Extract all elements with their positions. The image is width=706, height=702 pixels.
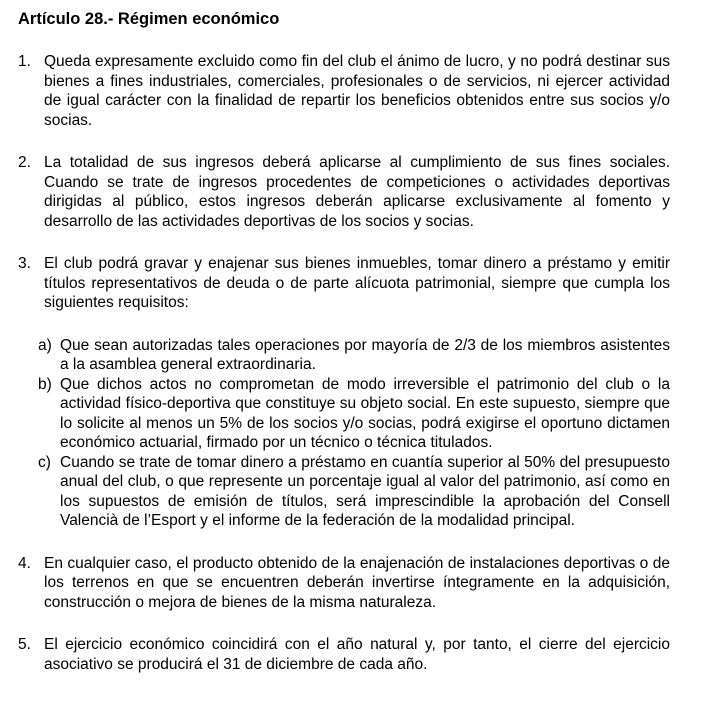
item-number: 5. [18,636,31,653]
item-text: El ejercicio económico coincidirá con el año natural y, por tanto, el cierre del ejercicio asociativo se producirá el 31 de diciembre de cada año. [44,636,670,673]
sub-item-text: Que sean autorizadas tales operaciones por mayoría de 2/3 de los miembros asistentes a la asamblea general extraordinaria. [60,336,670,373]
sub-item-a [38,336,670,375]
sub-item-letter: a) [38,336,52,354]
sub-item-text: Que dichos actos no comprometan de modo irreversible el patrimonio del club o la actividad físico-deportiva que constituye su objeto social. En este supuesto, siempre que lo solicite al menos un 5% de los socios y/o socias, podrá exigirse el oportuno dictamen económico actuarial, firmado por un técnico o técnica titulados. [60,375,670,451]
article-title: Artículo 28.- Régimen económico [18,10,280,28]
list-item-3 [18,254,670,531]
article-items [18,52,670,674]
sub-item-letter: b) [38,375,52,393]
sub-item-c [38,453,670,531]
list-item-4 [18,554,670,613]
item-number: 3. [18,255,31,272]
item-number: 2. [18,154,31,171]
item-text: La totalidad de sus ingresos deberá aplicarse al cumplimiento de sus fines sociales. Cuando se trate de ingresos procedentes de competiciones o actividades deportivas dirigidas al público, estos ingresos deberán aplicarse exclusivamente al fomento y desarrollo de las actividades deportivas de los socios y socias. [44,154,670,230]
item-text: En cualquier caso, el producto obtenido de la enajenación de instalaciones deportivas o de los terrenos en que se encuentren deberán invertirse íntegramente en la adquisición, construcción o mejora de bienes de la misma naturaleza. [44,554,670,611]
document-page [18,9,670,697]
item-text: El club podrá gravar y enajenar sus bienes inmuebles, tomar dinero a préstamo y emitir títulos representativos de deuda o de parte alícuota patrimonial, siempre que cumpla los siguientes requisitos: [44,255,670,311]
sub-item-letter: c) [38,453,51,471]
list-item-5 [18,635,670,674]
item-number: 1. [18,53,31,70]
sub-item-b [38,375,670,453]
sub-item-text: Cuando se trate de tomar dinero a préstamo en cuantía superior al 50% del presupuesto anual del club, o que represente un porcentaje igual al valor del patrimonio, así como en los supuestos de emisión de títulos, será imprescindible la aprobación del Consell Valencià de l’Esport y el informe de la federación de la modalidad principal. [60,453,670,529]
list-item-1 [18,52,670,130]
list-item-2 [18,153,670,231]
item-number: 4. [18,554,31,572]
requirements-list [38,336,670,531]
item-text: Queda expresamente excluido como fin del club el ánimo de lucro, y no podrá destinar sus bienes a fines industriales, comerciales, profesionales o de servicios, ni ejercer actividad de igual carácter con la finalidad de repartir los beneficios obtenidos entre sus socios y/o socias. [44,53,670,129]
